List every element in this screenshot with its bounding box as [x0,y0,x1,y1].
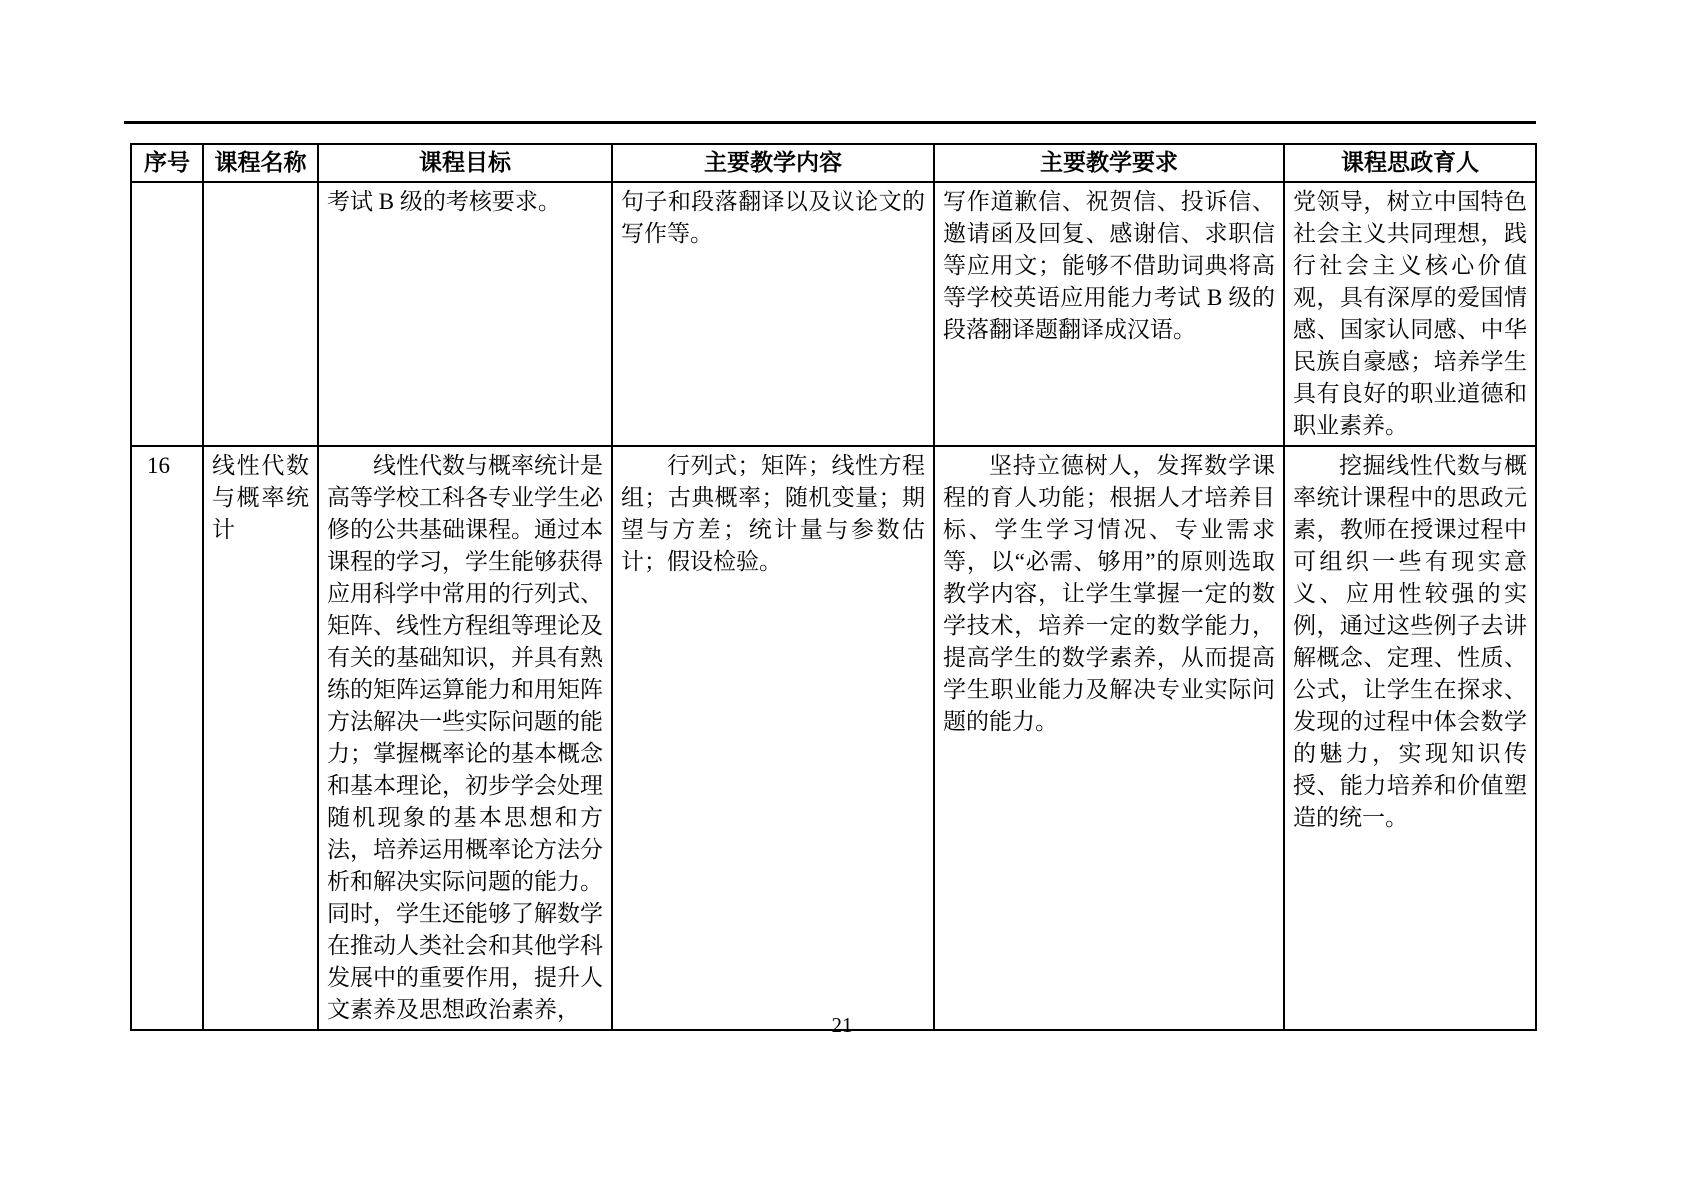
cell-ideology-education: 党领导，树立中国特色社会主义共同理想，践行社会主义核心价值观，具有深厚的爱国情感、国家认同感、中华民族自豪感；培养学生具有良好的职业道德和职业素养。 [1284,182,1536,446]
column-header-course-name: 课程名称 [203,144,318,182]
cell-course-name: 线性代数与概率统计 [203,446,318,1030]
cell-course-name [203,182,318,446]
column-header-teaching-requirement: 主要教学要求 [934,144,1284,182]
course-table [130,143,1537,1031]
column-header-course-objective: 课程目标 [318,144,612,182]
table-row-continuation [131,182,1536,446]
page-number: 21 [831,1013,853,1037]
cell-teaching-content: 句子和段落翻译以及议论文的写作等。 [612,182,934,446]
cell-course-objective: 考试 B 级的考核要求。 [318,182,612,446]
table-row-16 [131,446,1536,1030]
cell-teaching-requirement: 坚持立德树人，发挥数学课程的育人功能；根据人才培养目标、学生学习情况、专业需求等，以“必需、够用”的原则选取教学内容，让学生掌握一定的数学技术，培养一定的数学能力，提高学生的数学素养，从而提高学生职业能力及解决专业实际问题的能力。 [934,446,1284,1030]
cell-ideology-education: 挖掘线性代数与概率统计课程中的思政元素，教师在授课过程中可组织一些有现实意义、应用性较强的实例，通过这些例子去讲解概念、定理、性质、公式，让学生在探求、发现的过程中体会数学的魅力，实现知识传授、能力培养和价值塑造的统一。 [1284,446,1536,1030]
cell-no [131,182,203,446]
cell-no: 16 [131,446,203,1030]
page-header-rule [124,121,1536,124]
table-header-row [131,144,1536,182]
column-header-ideology-education: 课程思政育人 [1284,144,1536,182]
column-header-no: 序号 [131,144,203,182]
cell-teaching-content: 行列式；矩阵；线性方程组；古典概率；随机变量；期望与方差；统计量与参数估计；假设检验。 [612,446,934,1030]
cell-course-objective: 线性代数与概率统计是高等学校工科各专业学生必修的公共基础课程。通过本课程的学习，学生能够获得应用科学中常用的行列式、矩阵、线性方程组等理论及有关的基础知识，并具有熟练的矩阵运算能力和用矩阵方法解决一些实际问题的能力；掌握概率论的基本概念和基本理论，初步学会处理随机现象的基本思想和方法，培养运用概率论方法分析和解决实际问题的能力。同时，学生还能够了解数学在推动人类社会和其他学科发展中的重要作用，提升人文素养及思想政治素养， [318,446,612,1030]
cell-teaching-requirement: 写作道歉信、祝贺信、投诉信、邀请函及回复、感谢信、求职信等应用文；能够不借助词典将高等学校英语应用能力考试 B 级的段落翻译题翻译成汉语。 [934,182,1284,446]
column-header-teaching-content: 主要教学内容 [612,144,934,182]
